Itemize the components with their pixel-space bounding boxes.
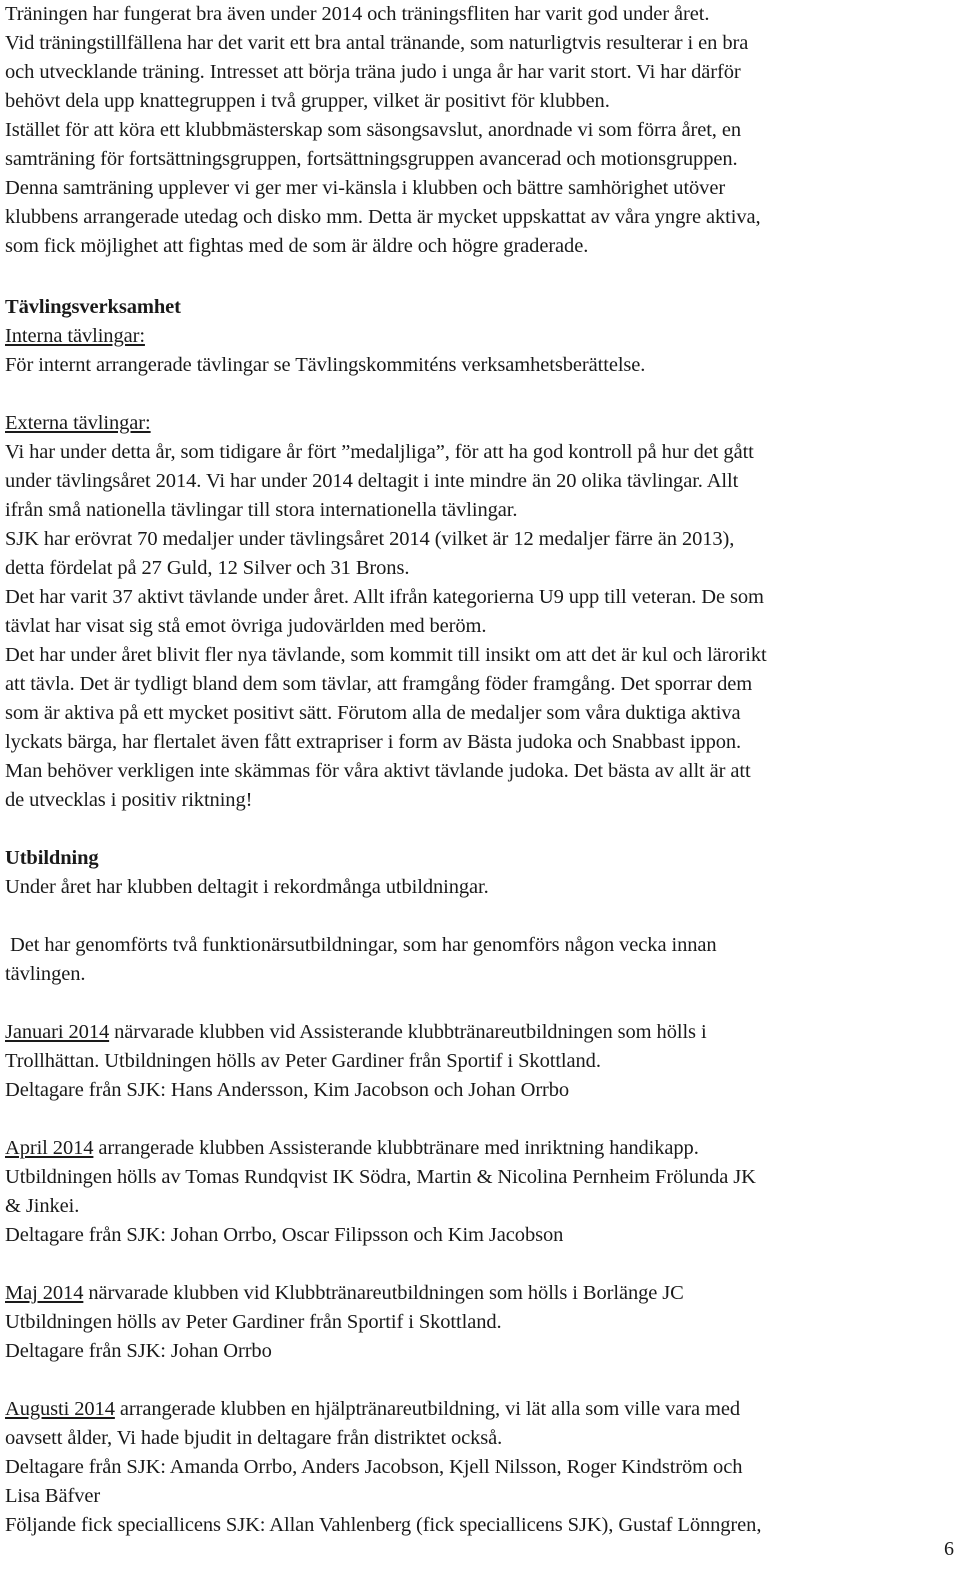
subheading-internal: Interna tävlingar: [5,325,145,347]
text-line: SJK har erövrat 70 medaljer under tävlingsåret 2014 (vilket är 12 medaljer färre än 2013), [5,528,735,550]
event-date: Januari 2014 [5,1021,110,1043]
page-number: 6 [944,1538,954,1560]
event-date: Augusti 2014 [5,1398,115,1420]
text-line: under tävlingsåret 2014. Vi har under 2014 deltagit i inte mindre än 20 olika tävlingar. Allt [5,470,739,492]
event-description: närvarade klubben vid Klubbtränareutbildningen som hölls i Borlänge JC [83,1282,684,1304]
text-line: Vi har under detta år, som tidigare år fört ”medaljliga”, för att ha god kontroll på hur det gått [5,441,754,463]
spacer [5,1105,955,1134]
text-line: Deltagare från SJK: Amanda Orrbo, Anders Jacobson, Kjell Nilsson, Roger Kindström och [5,1456,743,1478]
text-line: oavsett ålder, Vi hade bjudit in deltagare från distriktet också. [5,1427,503,1449]
text-line: klubbens arrangerade utedag och disko mm. Detta är mycket uppskattat av våra yngre aktiva, [5,206,761,228]
text-line: Deltagare från SJK: Johan Orrbo, Oscar Filipsson och Kim Jacobson [5,1224,564,1246]
text-line: detta fördelat på 27 Guld, 12 Silver och 31 Brons. [5,557,410,579]
spacer [5,902,955,931]
text-line: tävlingen. [5,963,86,985]
text-line [5,1018,955,1047]
text-line: För internt arrangerade tävlingar se Tävlingskommiténs verksamhetsberättelse. [5,354,646,376]
text-line: & Jinkei. [5,1195,80,1217]
education-event [5,1134,955,1250]
text-line: de utvecklas i positiv riktning! [5,789,253,811]
text-line: Det har under året blivit fler nya tävlande, som kommit till insikt om att det är kul och lärorikt [5,644,767,666]
education-event [5,1395,955,1540]
text-line: som är aktiva på ett mycket positivt sätt. Förutom alla de medaljer som våra duktiga aktiva [5,702,741,724]
text-line: Träningen har fungerat bra även under 2014 och träningsfliten har varit god under året. [5,3,710,25]
spacer [5,989,955,1018]
text-line [5,1279,955,1308]
spacer [5,1250,955,1279]
text-line: Deltagare från SJK: Hans Andersson, Kim Jacobson och Johan Orrbo [5,1079,570,1101]
document-page [5,0,955,1540]
event-description: arrangerade klubben en hjälptränareutbildning, vi lät alla som ville vara med [114,1398,741,1420]
text-line: Utbildningen hölls av Peter Gardiner från Sportif i Skottland. [5,1311,502,1333]
text-line [5,1134,955,1163]
text-line: Trollhättan. Utbildningen hölls av Peter Gardiner från Sportif i Skottland. [5,1050,601,1072]
education-events [5,989,955,1540]
spacer [5,815,955,844]
text-line: Utbildningen hölls av Tomas Rundqvist IK Södra, Martin & Nicolina Pernheim Frölunda JK [5,1166,756,1188]
section-heading: Utbildning [5,847,99,869]
external-competitions-text [5,438,955,815]
text-line: Man behöver verkligen inte skämmas för våra aktivt tävlande judoka. Det bästa av allt är att [5,760,751,782]
text-line: och utvecklande träning. Intresset att börja träna judo i unga år har varit stort. Vi har därför [5,61,741,83]
text-line: Istället för att köra ett klubbmästerskap som säsongsavslut, anordnade vi som förra året, en [5,119,741,141]
text-line: Det har varit 37 aktivt tävlande under året. Allt ifrån kategorierna U9 upp till veteran. De som [5,586,764,608]
text-line: ifrån små nationella tävlingar till stora internationella tävlingar. [5,499,518,521]
education-event [5,1279,955,1366]
text-line: Deltagare från SJK: Johan Orrbo [5,1340,272,1362]
section-heading: Tävlingsverksamhet [5,296,181,318]
education-event [5,1018,955,1105]
event-description: arrangerade klubben Assisterande klubbtränare med inriktning handikapp. [93,1137,699,1159]
event-date: April 2014 [5,1137,94,1159]
text-line: lyckats bärga, har flertalet även fått extrapriser i form av Bästa judoka och Snabbast ippon. [5,731,742,753]
text-line: att tävla. Det är tydligt bland dem som tävlar, att framgång föder framgång. Det sporrar dem [5,673,753,695]
text-line: Det har genomförts två funktionärsutbildningar, som har genomförs någon vecka innan [5,934,717,956]
spacer [5,261,955,290]
text-line: Under året har klubben deltagit i rekordmånga utbildningar. [5,876,489,898]
event-date: Maj 2014 [5,1282,84,1304]
text-line: samträning för fortsättningsgruppen, fortsättningsgruppen avancerad och motionsgruppen. [5,148,738,170]
text-line [5,1395,955,1424]
competitions-section [5,293,955,815]
spacer [5,380,955,409]
education-section [5,844,955,1540]
spacer [5,1366,955,1395]
text-line: tävlat har visat sig stå emot övriga judovärlden med beröm. [5,615,487,637]
text-line: Vid träningstillfällena har det varit ett bra antal tränande, som naturligtvis resulterar i en bra [5,32,749,54]
intro-paragraph [5,0,955,261]
text-line: Följande fick speciallicens SJK: Allan Vahlenberg (fick speciallicens SJK), Gustaf Lönngren, [5,1514,762,1536]
subheading-external: Externa tävlingar: [5,412,151,434]
text-line: behövt dela upp knattegruppen i två grupper, vilket är positivt för klubben. [5,90,610,112]
event-description: närvarade klubben vid Assisterande klubbtränareutbildningen som hölls i [109,1021,707,1043]
text-line: Denna samträning upplever vi ger mer vi-känsla i klubben och bättre samhörighet utöver [5,177,726,199]
text-line: som fick möjlighet att fightas med de som är äldre och högre graderade. [5,235,589,257]
text-line: Lisa Bäfver [5,1485,101,1507]
